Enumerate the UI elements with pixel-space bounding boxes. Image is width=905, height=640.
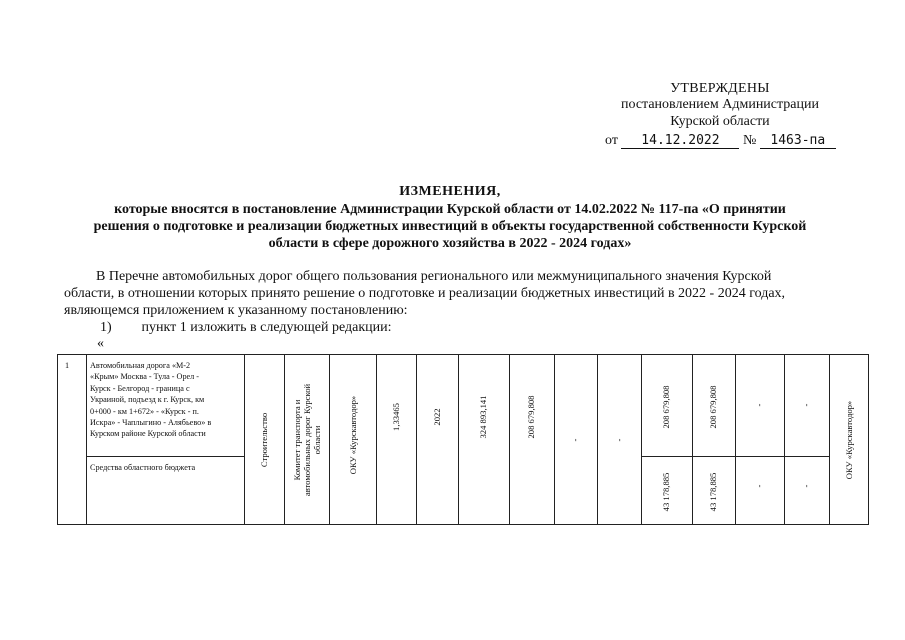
document-subtitle-line-2: решения о подготовке и реализации бюджетных инвестиций в объекты государственной собственности Курской: [93, 219, 807, 234]
list-item-text: пункт 1 изложить в следующей редакции:: [141, 320, 392, 335]
approval-authority: постановлением Администрации: [621, 97, 819, 112]
estimated-cost: 324 893,141: [478, 395, 488, 439]
object-name-line: «Крым» Москва - Тула - Орел -: [90, 372, 200, 382]
table-divider: [597, 355, 598, 524]
document-subtitle-line-1: которые вносятся в постановление Администрации Курской области от 14.02.2022 № 117-па «О принятии: [114, 202, 786, 217]
table-divider: [329, 355, 330, 524]
table-divider: [641, 355, 642, 524]
approval-title: УТВЕРЖДЕНЫ: [670, 81, 770, 96]
date-prefix: от: [605, 133, 618, 148]
funding-source-label: Средства областного бюджета: [90, 463, 196, 472]
empty-value-dash: -: [801, 484, 811, 488]
table-divider: [735, 355, 736, 524]
investment-type: Строительство: [259, 412, 269, 468]
approval-number: 1463-па: [760, 133, 836, 149]
list-item: [100, 320, 392, 336]
approval-date: 14.12.2022: [621, 133, 739, 149]
empty-value-dash: -: [801, 403, 811, 407]
recipient-organization: ОКУ «Курскавтодор»: [844, 400, 854, 480]
empty-value-dash: -: [754, 403, 764, 407]
authority-line: области: [312, 425, 322, 455]
number-prefix: №: [742, 133, 757, 148]
table-divider: [376, 355, 377, 524]
approval-region: Курской области: [670, 114, 770, 129]
object-name-line: Автомобильная дорога «М-2: [90, 361, 191, 370]
regional-funding-2022: 43 178,885: [661, 472, 671, 512]
responsible-authority: [292, 384, 322, 496]
total-funding-2022: 208 679,808: [661, 385, 671, 429]
document-subtitle-line-3: области в сфере дорожного хозяйства в 2022 - 2024 годах»: [268, 236, 632, 251]
object-name-line: 0+000 - км 1+672» - «Курск - п.: [90, 406, 199, 416]
total-funding-year: 208 679,808: [708, 385, 718, 429]
authority-line: Комитет транспорта и: [292, 399, 302, 481]
table-divider: [86, 355, 87, 524]
object-name-line: Искра» - Чаплыгино - Алябьево» в: [90, 418, 212, 428]
table-divider: [554, 355, 555, 524]
body-line-3: являющемся приложением к указанному постановлению:: [64, 303, 408, 318]
table-divider: [692, 355, 693, 524]
data-table: [57, 354, 869, 525]
body-line-2: области, в отношении которых принято решение о подготовке и реализации бюджетных инвестиций в 2022 - 2024 годах,: [64, 286, 786, 301]
object-name-line: Курск - Белгород - граница с: [90, 383, 190, 393]
object-name-line: Курском районе Курской области: [90, 429, 206, 439]
table-divider: [829, 355, 830, 524]
body-line-1: В Перечне автомобильных дорог общего пользования регионального или межмуниципального значения Курской: [96, 269, 772, 284]
authority-line: автомобильных дорог Курской: [302, 383, 312, 497]
empty-value-dash: -: [570, 438, 580, 442]
document-title: ИЗМЕНЕНИЯ,: [399, 184, 501, 199]
commissioning-year: 2022: [432, 408, 442, 426]
regional-funding-year: 43 178,885: [708, 472, 718, 512]
table-row-divider: [641, 456, 829, 457]
empty-value-dash: -: [614, 438, 624, 442]
table-divider: [244, 355, 245, 524]
object-name: [90, 360, 242, 440]
approval-date-line: [605, 133, 836, 149]
table-divider: [458, 355, 459, 524]
row-number: 1: [65, 361, 70, 370]
table-row-divider: [86, 456, 244, 457]
capacity-value: 1,33465: [391, 403, 401, 431]
table-divider: [784, 355, 785, 524]
empty-value-dash: -: [754, 484, 764, 488]
list-item-number: 1): [100, 320, 112, 335]
table-divider: [416, 355, 417, 524]
open-quote: «: [97, 336, 104, 351]
client-organization: ОКУ «Курскавтодор»: [348, 395, 358, 475]
table-divider: [284, 355, 285, 524]
object-name-line: Украиной, подъезд к г. Курск, км: [90, 395, 205, 405]
table-divider: [509, 355, 510, 524]
investment-total: 208 679,808: [526, 395, 536, 439]
